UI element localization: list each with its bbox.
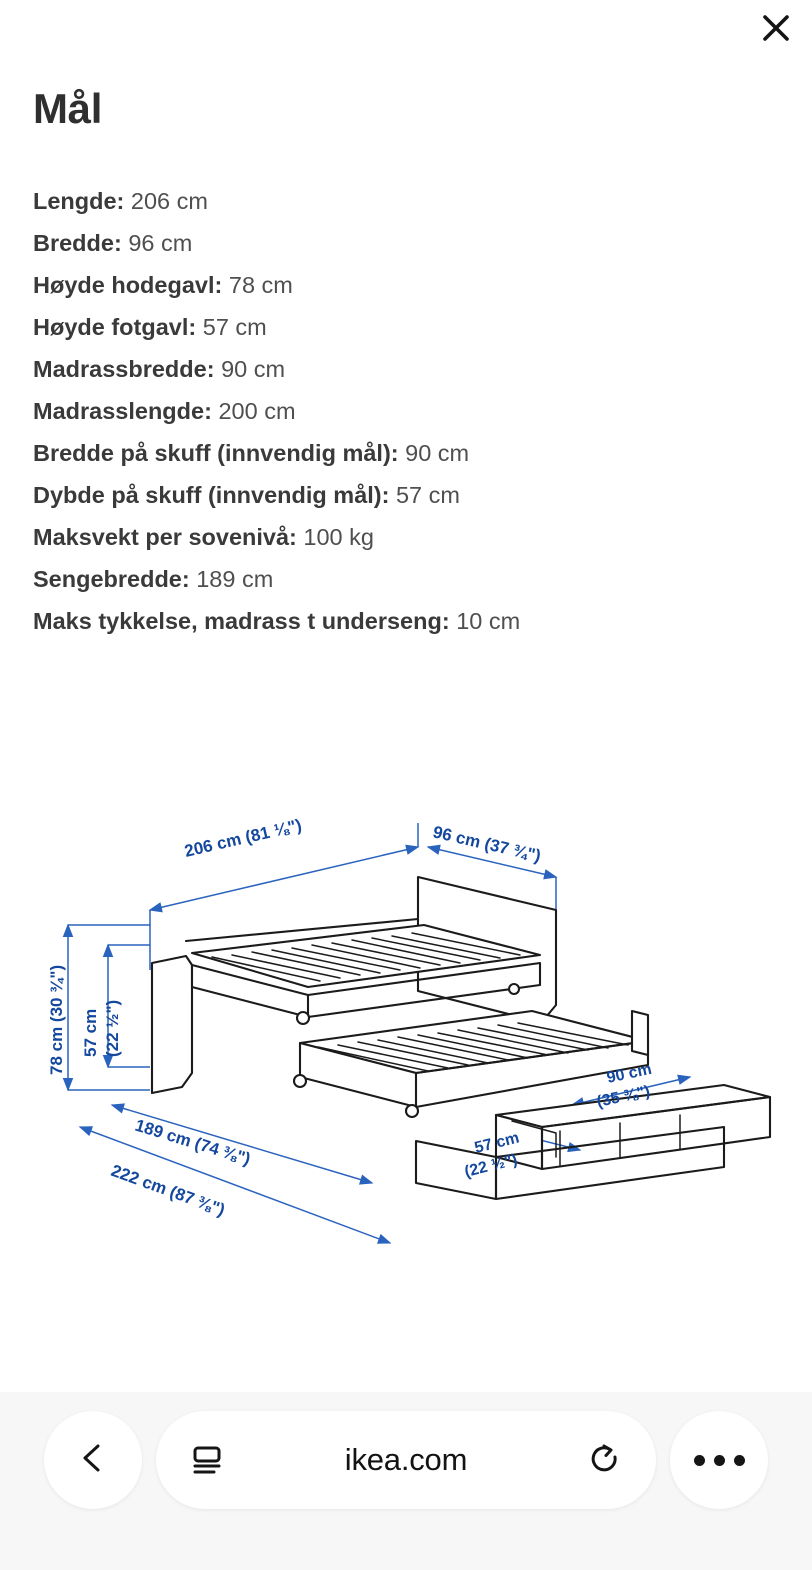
reload-icon[interactable] xyxy=(588,1443,622,1477)
spec-label: Madrassbredde: xyxy=(33,356,215,382)
spec-label: Høyde fotgavl: xyxy=(33,314,197,340)
dim-label-width-top: 96 cm (37 ¾") xyxy=(431,822,543,866)
chevron-left-icon xyxy=(76,1441,110,1480)
spec-value: 10 cm xyxy=(456,608,521,634)
spec-row xyxy=(33,516,773,558)
close-icon xyxy=(761,13,791,43)
spec-row xyxy=(33,474,773,516)
spec-value: 57 cm xyxy=(202,314,267,340)
address-bar[interactable] xyxy=(156,1411,656,1509)
spec-value: 90 cm xyxy=(221,356,286,382)
spec-value: 189 cm xyxy=(196,566,274,592)
dim-label-drawer-depth-line1: 57 cm xyxy=(472,1129,521,1157)
dim-label-total-width: 222 cm (87 ⅜") xyxy=(108,1160,228,1220)
page-title: Mål xyxy=(33,85,103,132)
browser-toolbar xyxy=(0,1392,812,1570)
dim-label-height-footboard-line1: 57 cm xyxy=(81,1008,100,1057)
spec-row xyxy=(33,600,773,642)
dimensions-list xyxy=(33,180,773,642)
spec-label: Maks tykkelse, madrass t underseng: xyxy=(33,608,450,634)
spec-label: Sengebredde: xyxy=(33,566,190,592)
close-button[interactable] xyxy=(752,4,800,52)
spec-label: Høyde hodegavl: xyxy=(33,272,223,298)
dim-label-height-footboard-line2: (22 ½") xyxy=(103,999,122,1057)
spec-label: Madrasslengde: xyxy=(33,398,212,424)
more-horizontal-icon xyxy=(694,1455,745,1466)
spec-label: Lengde: xyxy=(33,188,125,214)
reader-mode-icon[interactable] xyxy=(190,1443,224,1477)
spec-row xyxy=(33,348,773,390)
spec-row xyxy=(33,558,773,600)
spec-label: Bredde: xyxy=(33,230,122,256)
back-button[interactable] xyxy=(44,1411,142,1509)
spec-value: 57 cm xyxy=(395,482,460,508)
dim-label-drawer-width-line1: 90 cm xyxy=(605,1060,654,1087)
spec-value: 96 cm xyxy=(128,230,193,256)
dim-label-drawer-depth-line2: (22 ½") xyxy=(462,1151,520,1181)
spec-row xyxy=(33,264,773,306)
dim-label-drawer-width-line2: (35 ⅜") xyxy=(595,1083,652,1111)
spec-row xyxy=(33,390,773,432)
spec-value: 200 cm xyxy=(218,398,296,424)
spec-value: 78 cm xyxy=(228,272,293,298)
spec-row xyxy=(33,306,773,348)
spec-row xyxy=(33,222,773,264)
spec-label: Maksvekt per sovenivå: xyxy=(33,524,297,550)
dim-label-bed-width: 189 cm (74 ⅜") xyxy=(132,1115,253,1169)
spec-label: Dybde på skuff (innvendig mål): xyxy=(33,482,390,508)
spec-row xyxy=(33,432,773,474)
spec-row xyxy=(33,180,773,222)
spec-value: 100 kg xyxy=(303,524,374,550)
dim-label-length-top: 206 cm (81 ⅛") xyxy=(182,815,304,861)
spec-value: 206 cm xyxy=(130,188,208,214)
dim-label-height-headboard: 78 cm (30 ¾") xyxy=(47,964,66,1075)
dimensions-diagram xyxy=(0,805,812,1335)
spec-label: Bredde på skuff (innvendig mål): xyxy=(33,440,399,466)
more-menu-button[interactable] xyxy=(670,1411,768,1509)
spec-value: 90 cm xyxy=(405,440,470,466)
url-text: ikea.com xyxy=(344,1442,468,1477)
